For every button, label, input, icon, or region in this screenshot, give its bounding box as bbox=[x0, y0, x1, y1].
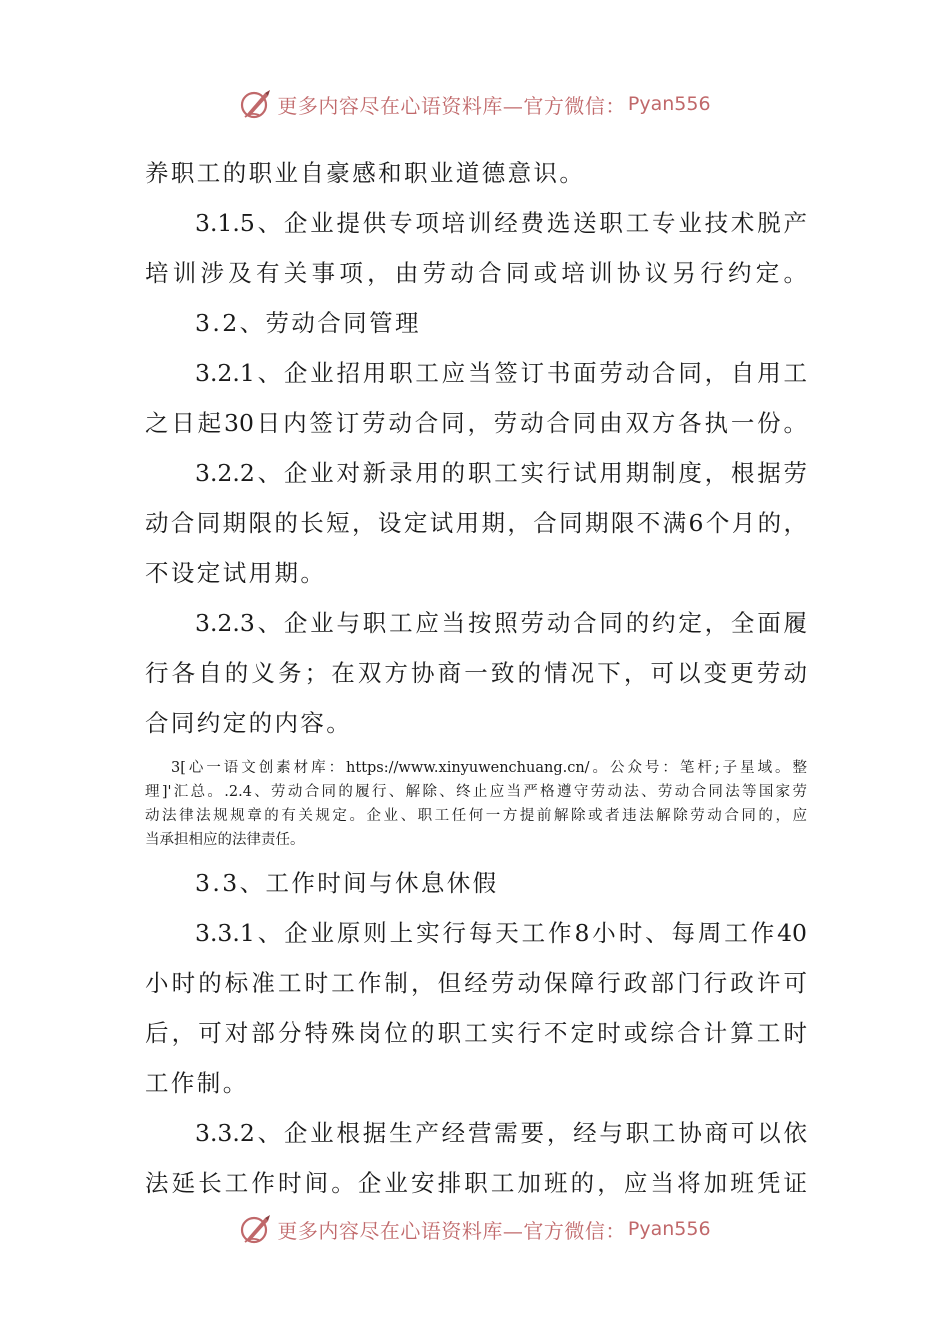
section-heading: 3.3、工作时间与休息休假 bbox=[195, 869, 499, 897]
paragraph-line: 之日起30日内签订劳动合同，劳动合同由双方各执一份。 bbox=[145, 409, 807, 437]
footer-banner-inner bbox=[239, 1212, 710, 1246]
footer-banner-id: Pyan556 bbox=[627, 1218, 711, 1240]
header-banner-id: Pyan556 bbox=[627, 93, 711, 115]
inserted-note-block bbox=[145, 756, 807, 852]
pen-logo-icon bbox=[239, 1212, 273, 1246]
note-line: 理]'汇总。.2.4、劳动合同的履行、解除、终止应当严格遵守劳动法、劳动合同法等国家劳 bbox=[145, 784, 807, 800]
paragraph-line: 不设定试用期。 bbox=[145, 559, 327, 587]
paragraph-line: 3.2.2、企业对新录用的职工实行试用期制度，根据劳 bbox=[195, 459, 807, 487]
header-banner-text: 更多内容尽在心语资料库—官方微信： bbox=[277, 93, 626, 118]
note-line: 3[心一语文创素材库：https://www.xinyuwenchuang.cn/。公众号：笔杆;子星域。整 bbox=[171, 760, 807, 776]
paragraph-line: 法延长工作时间。企业安排职工加班的，应当将加班凭证 bbox=[145, 1169, 807, 1197]
pen-logo-icon bbox=[239, 87, 273, 121]
paragraph-line: 小时的标准工时工作制，但经劳动保障行政部门行政许可 bbox=[145, 969, 807, 997]
paragraph-line: 3.3.1、企业原则上实行每天工作8小时、每周工作40 bbox=[195, 919, 807, 947]
paragraph-line: 3.2.3、企业与职工应当按照劳动合同的约定，全面履 bbox=[195, 609, 807, 637]
paragraph-line: 3.1.5、企业提供专项培训经费选送职工专业技术脱产 bbox=[195, 209, 807, 237]
header-banner-inner bbox=[239, 87, 710, 121]
paragraph-line: 行各自的义务；在双方协商一致的情况下，可以变更劳动 bbox=[145, 659, 807, 687]
header-banner bbox=[0, 84, 950, 124]
note-line: 动法律法规规章的有关规定。企业、职工任何一方提前解除或者违法解除劳动合同的，应 bbox=[145, 808, 807, 824]
section-heading: 3.2、劳动合同管理 bbox=[195, 309, 421, 337]
paragraph-line: 3.2.1、企业招用职工应当签订书面劳动合同，自用工 bbox=[195, 359, 807, 387]
document-body bbox=[145, 148, 807, 1208]
footer-banner-text: 更多内容尽在心语资料库—官方微信： bbox=[277, 1218, 626, 1243]
paragraph-line: 动合同期限的长短，设定试用期，合同期限不满6个月的， bbox=[145, 509, 807, 537]
paragraph-line: 养职工的职业自豪感和职业道德意识。 bbox=[145, 159, 586, 187]
paragraph-line: 培训涉及有关事项，由劳动合同或培训协议另行约定。 bbox=[145, 259, 807, 287]
paragraph-line: 合同约定的内容。 bbox=[145, 709, 353, 737]
footer-banner bbox=[0, 1209, 950, 1249]
paragraph-line: 工作制。 bbox=[145, 1069, 249, 1097]
note-line: 当承担相应的法律责任。 bbox=[145, 832, 305, 848]
paragraph-line: 后，可对部分特殊岗位的职工实行不定时或综合计算工时 bbox=[145, 1019, 807, 1047]
paragraph-line: 3.3.2、企业根据生产经营需要，经与职工协商可以依 bbox=[195, 1119, 807, 1147]
